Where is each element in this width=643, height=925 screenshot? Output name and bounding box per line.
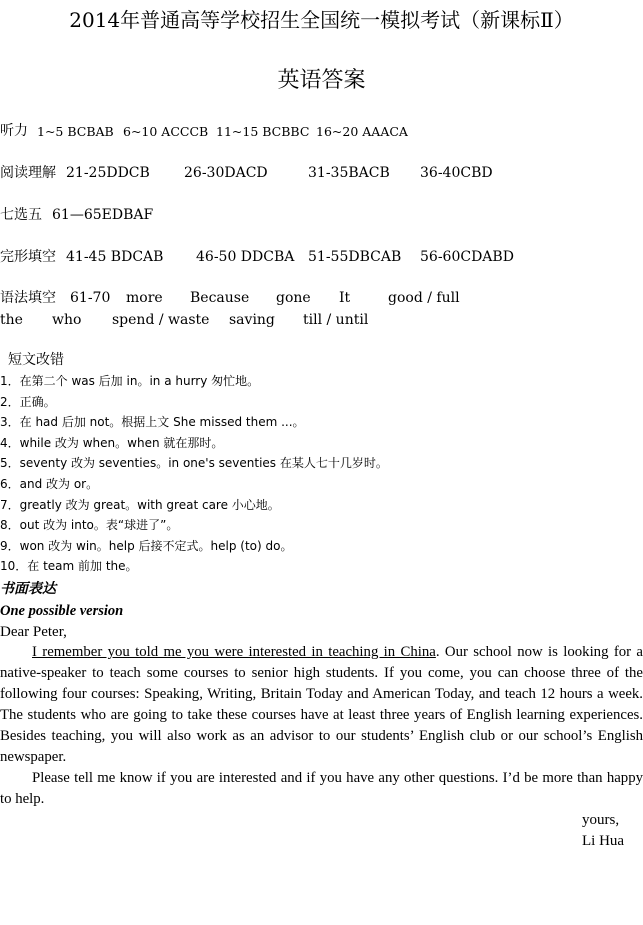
grammar-answer-68: spend / waste [112, 312, 210, 328]
seven-choose-five-label: 七选五 [0, 207, 42, 223]
writing-heading: 书面表达 [0, 581, 56, 597]
correction-item: 2．正确。 [0, 394, 56, 409]
seven-choose-five-group: 61—65EDBAF [52, 207, 154, 223]
reading-group-1: 21-25DDCB [66, 165, 150, 181]
correction-item: 7．greatly 改为 great。with great care 小心地。 [0, 497, 280, 512]
reading-group-4: 36-40CBD [420, 165, 493, 181]
cloze-group-1: 41-45 BDCAB [66, 249, 164, 265]
document-subtitle: 英语答案 [277, 68, 366, 93]
correction-item: 5．seventy 改为 seventies。in one's seventies 在某人七十几岁时。 [0, 456, 388, 471]
correction-item: 10．在 team 前加 the。 [0, 559, 138, 574]
cloze-group-2: 46-50 DDCBA [196, 249, 295, 265]
letter-paragraph-1-rest: . Our school now is looking for a native-speaker to teach some courses to senior high students. If you come, you can choose three of the following four courses: Speaking, Writing, Britain Today and American Today, and teach 12 hours a week. The students who are going to take these courses have at least three years of English learning experiences. Besides teaching, you will also work as an advisor to our students’ English club or our school’s English newspaper. [0, 644, 643, 765]
letter-closing: yours, [582, 812, 620, 828]
listening-label: 听力 [0, 123, 28, 139]
correction-item: 8．out 改为 into。表“球进了”。 [0, 518, 179, 533]
grammar-answer-67: who [52, 312, 82, 328]
correction-item: 1．在第二个 was 后加 in。in a hurry 匆忙地。 [0, 374, 260, 388]
listening-group-4: 16~20 AAACA [316, 124, 408, 139]
grammar-answer-64: It [339, 290, 351, 306]
listening-group-2: 6~10 ACCCB [123, 124, 209, 139]
grammar-answer-69: saving [229, 312, 275, 328]
letter-paragraph-2: Please tell me know if you are interested and if you have any other questions. I’d be more than happy to help. [0, 770, 643, 807]
grammar-answer-70: till / until [303, 312, 369, 328]
grammar-answer-61: more [126, 290, 163, 306]
listening-group-3: 11~15 BCBBC [216, 124, 310, 139]
letter-signature: Li Hua [582, 833, 625, 849]
listening-group-1: 1~5 BCBAB [37, 124, 114, 139]
cloze-label: 完形填空 [0, 249, 56, 265]
grammar-answer-66: the [0, 312, 23, 328]
grammar-answer-63: gone [276, 290, 311, 306]
reading-group-3: 31-35BACB [308, 165, 390, 181]
grammar-answer-65: good / full [388, 290, 460, 306]
writing-version-label: One possible version [0, 603, 124, 619]
cloze-group-4: 56-60CDABD [420, 249, 514, 265]
correction-item: 9．won 改为 win。help 后接不定式。help (to) do。 [0, 538, 293, 553]
cloze-group-3: 51-55DBCAB [308, 249, 402, 265]
grammar-range: 61-70 [70, 290, 111, 306]
correction-item: 4．while 改为 when。when 就在那时。 [0, 435, 224, 450]
grammar-answer-62: Because [190, 290, 250, 306]
correction-item: 6．and 改为 or。 [0, 476, 99, 491]
correction-list [0, 373, 388, 579]
letter-salutation: Dear Peter, [0, 624, 67, 640]
correction-item: 3．在 had 后加 not。根据上文 She missed them ...。 [0, 415, 305, 430]
grammar-label: 语法填空 [0, 290, 56, 306]
document-title: 2014年普通高等学校招生全国统一模拟考试（新课标Ⅱ） [69, 8, 574, 32]
letter-underlined-sentence: I remember you told me you were interested in teaching in China [32, 644, 436, 660]
reading-label: 阅读理解 [0, 165, 56, 181]
letter-paragraph-1 [0, 642, 643, 768]
correction-heading: 短文改错 [8, 352, 64, 368]
reading-group-2: 26-30DACD [184, 165, 268, 181]
letter-body [0, 642, 643, 810]
